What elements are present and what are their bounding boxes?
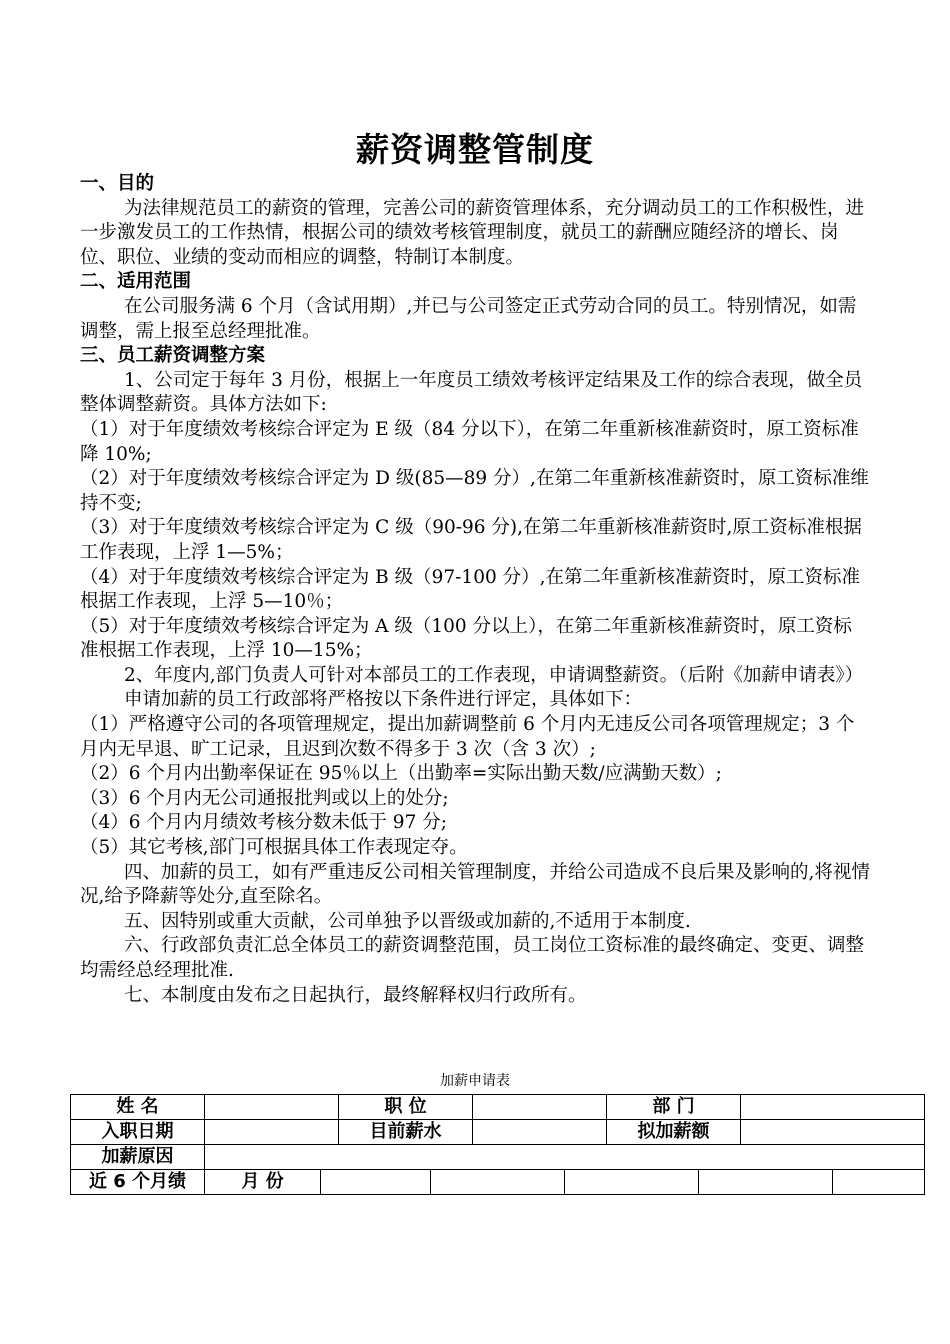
- clause-seven: 七、本制度由发布之日起执行，最终解释权归行政所有。: [124, 984, 587, 1006]
- purpose-paragraph: 为法律规范员工的薪资的管理，完善公司的薪资管理体系，充分调动员工的工作积极性，进一步激发员工的工作热情，根据公司的绩效考核管理制度，就员工的薪酬应随经济的增长、岗位、职位、业绩的变动而相应的调整，特制订本制度。: [80, 197, 865, 268]
- month-cell[interactable]: [565, 1170, 699, 1195]
- current-salary-label: 目前薪水: [339, 1120, 473, 1145]
- form-row-1: [71, 1095, 925, 1120]
- grade-rule-a: （5）对于年度绩效考核综合评定为 A 级（100 分以上），在第二年重新核准薪资时，原工资标准根据工作表现，上浮 10—15%；: [80, 615, 852, 662]
- form-row-4: [71, 1170, 925, 1195]
- raise-application-form: [70, 1094, 925, 1195]
- scope-paragraph: 在公司服务满 6 个月（含试用期）,并已与公司签定正式劳动合同的员工。特别情况，如需调整，需上报至总经理批准。: [80, 295, 857, 342]
- reason-value[interactable]: [205, 1145, 925, 1170]
- grade-rule-b: （4）对于年度绩效考核综合评定为 B 级（97-100 分）,在第二年重新核准薪资时，原工资标准根据工作表现，上浮 5—10％；: [80, 566, 860, 613]
- month-cell[interactable]: [699, 1170, 833, 1195]
- plan-paragraph-3: 申请加薪的员工行政部将严格按以下条件进行评定，具体如下：: [124, 689, 643, 711]
- month-cell[interactable]: [431, 1170, 565, 1195]
- section-heading-scope: 二、适用范围: [80, 271, 192, 293]
- name-value[interactable]: [205, 1095, 339, 1120]
- month-label: 月 份: [205, 1170, 321, 1195]
- proposed-raise-label: 拟加薪额: [607, 1120, 741, 1145]
- plan-paragraph-1: 1、公司定于每年 3 月份，根据上一年度员工绩效考核评定结果及工作的综合表现，做全员整体调整薪资。具体方法如下:: [80, 369, 863, 416]
- name-label: 姓 名: [71, 1095, 205, 1120]
- section-heading-plan: 三、员工薪资调整方案: [80, 345, 266, 367]
- grade-rule-d: （2）对于年度绩效考核综合评定为 D 级(85—89 分）,在第二年重新核准薪资时，原工资标准维持不变;: [80, 468, 869, 514]
- form-row-2: [71, 1120, 925, 1145]
- plan-paragraph-2: 2、年度内,部门负责人可针对本部员工的工作表现，申请调整薪资。（后附《加薪申请表》）: [124, 664, 864, 686]
- entry-date-label: 入职日期: [71, 1120, 205, 1145]
- proposed-raise-value[interactable]: [741, 1120, 925, 1145]
- month-cell[interactable]: [321, 1170, 431, 1195]
- condition-3: （3）6 个月内无公司通报批判或以上的处分;: [80, 787, 449, 809]
- condition-1: （1）严格遵守公司的各项管理规定，提出加薪调整前 6 个月内无违反公司各项管理规定；3 个月内无早退、旷工记录，且迟到次数不得多于 3 次（含 3 次）;: [80, 714, 855, 760]
- clause-six: 六、行政部负责汇总全体员工的薪资调整范围，员工岗位工资标准的最终确定、变更、调整均需经总经理批准.: [80, 935, 865, 981]
- form-row-3: [71, 1145, 925, 1170]
- current-salary-value[interactable]: [473, 1120, 607, 1145]
- form-caption: 加薪申请表: [440, 1073, 510, 1089]
- condition-4: （4）6 个月内月绩效考核分数未低于 97 分;: [80, 812, 447, 834]
- entry-date-value[interactable]: [205, 1120, 339, 1145]
- clause-five: 五、因特别或重大贡献，公司单独予以晋级或加薪的,不适用于本制度.: [124, 910, 691, 932]
- dept-label: 部 门: [607, 1095, 741, 1120]
- section-heading-purpose: 一、目的: [80, 173, 155, 194]
- document-body: [80, 172, 870, 1008]
- reason-label: 加薪原因: [71, 1145, 205, 1170]
- position-value[interactable]: [473, 1095, 607, 1120]
- condition-5: （5）其它考核,部门可根据具体工作表现定夺。: [80, 837, 468, 859]
- position-label: 职 位: [339, 1095, 473, 1120]
- clause-four: 四、加薪的员工，如有严重违反公司相关管理制度，并给公司造成不良后果及影响的,将视情况,给予降薪等处分,直至除名。: [80, 861, 870, 908]
- condition-2: （2）6 个月内出勤率保证在 95％以上（出勤率=实际出勤天数/应满勤天数）;: [80, 763, 722, 785]
- document-title: 薪资调整管制度: [356, 130, 594, 169]
- grade-rule-c: （3）对于年度绩效考核综合评定为 C 级（90-96 分),在第二年重新核准薪资时,原工资标准根据工作表现，上浮 1—5%；: [80, 517, 862, 563]
- dept-value[interactable]: [741, 1095, 925, 1120]
- grade-rule-e: （1）对于年度绩效考核综合评定为 E 级（84 分以下），在第二年重新核准薪资时，原工资标准降 10%;: [80, 418, 859, 465]
- recent-performance-label: 近 6 个月绩: [71, 1170, 205, 1195]
- month-cell[interactable]: [833, 1170, 925, 1195]
